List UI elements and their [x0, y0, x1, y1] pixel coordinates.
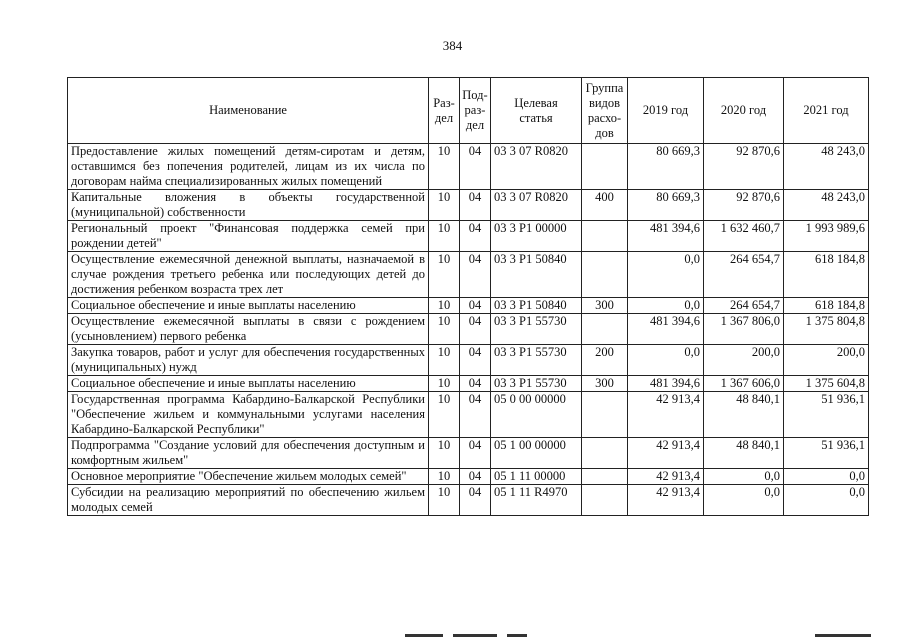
row-name: Субсидии на реализацию мероприятий по обеспечению жильем молодых семей — [68, 485, 429, 516]
row-group — [582, 221, 628, 252]
row-group: 300 — [582, 376, 628, 392]
row-name: Подпрограмма "Создание условий для обеспечения доступным и комфортным жильем" — [68, 438, 429, 469]
row-2019: 0,0 — [628, 345, 704, 376]
row-razdel: 10 — [429, 376, 460, 392]
row-2020: 48 840,1 — [704, 438, 784, 469]
row-target: 05 0 00 00000 — [491, 392, 582, 438]
row-2019: 481 394,6 — [628, 221, 704, 252]
table-row — [68, 392, 869, 438]
header-podrazdel-line: дел — [465, 118, 485, 132]
row-target: 03 3 P1 50840 — [491, 298, 582, 314]
budget-table — [67, 77, 869, 516]
row-2019: 42 913,4 — [628, 469, 704, 485]
table-body — [68, 144, 869, 516]
table-row — [68, 485, 869, 516]
row-group: 300 — [582, 298, 628, 314]
row-target: 03 3 P1 55730 — [491, 376, 582, 392]
row-2020: 92 870,6 — [704, 190, 784, 221]
row-2019: 481 394,6 — [628, 376, 704, 392]
row-2020: 48 840,1 — [704, 392, 784, 438]
header-podrazdel — [460, 78, 491, 144]
row-2019: 0,0 — [628, 252, 704, 298]
row-2021: 1 375 804,8 — [784, 314, 869, 345]
row-2021: 51 936,1 — [784, 438, 869, 469]
row-2021: 618 184,8 — [784, 298, 869, 314]
header-2019: 2019 год — [628, 78, 704, 144]
row-name: Региональный проект "Финансовая поддержка семей при рождении детей" — [68, 221, 429, 252]
row-group — [582, 392, 628, 438]
row-group — [582, 314, 628, 345]
header-group-line: видов — [588, 95, 621, 110]
table-row — [68, 345, 869, 376]
row-name: Предоставление жилых помещений детям-сиротам и детям, оставшимся без попечения родителей, лицам из их числа по договорам найма специализированных жилых помещений — [68, 144, 429, 190]
row-podrazdel: 04 — [460, 252, 491, 298]
row-target: 03 3 P1 50840 — [491, 252, 582, 298]
row-2020: 264 654,7 — [704, 252, 784, 298]
row-2020: 0,0 — [704, 469, 784, 485]
row-2021: 1 375 604,8 — [784, 376, 869, 392]
row-2019: 80 669,3 — [628, 144, 704, 190]
row-group — [582, 144, 628, 190]
row-name: Социальное обеспечение и иные выплаты населению — [68, 298, 429, 314]
header-group-line: расхо- — [587, 110, 622, 125]
row-group: 200 — [582, 345, 628, 376]
row-2019: 42 913,4 — [628, 392, 704, 438]
table-row — [68, 221, 869, 252]
row-2020: 92 870,6 — [704, 144, 784, 190]
table-header — [68, 78, 869, 144]
row-podrazdel: 04 — [460, 314, 491, 345]
row-razdel: 10 — [429, 469, 460, 485]
row-razdel: 10 — [429, 144, 460, 190]
row-name: Государственная программа Кабардино-Балкарской Республики "Обеспечение жильем и коммунальными услугами населения Кабардино-Балкарской Республики" — [68, 392, 429, 438]
table-row — [68, 252, 869, 298]
row-podrazdel: 04 — [460, 485, 491, 516]
header-target-line: Целевая — [514, 95, 558, 110]
row-2021: 1 993 989,6 — [784, 221, 869, 252]
row-razdel: 10 — [429, 438, 460, 469]
header-group-line: дов — [595, 125, 614, 140]
row-2019: 42 913,4 — [628, 438, 704, 469]
header-target-line: статья — [519, 110, 553, 125]
row-target: 03 3 P1 55730 — [491, 345, 582, 376]
header-razdel — [429, 78, 460, 144]
table-row — [68, 144, 869, 190]
row-name: Закупка товаров, работ и услуг для обеспечения государственных (муниципальных) нужд — [68, 345, 429, 376]
row-2019: 80 669,3 — [628, 190, 704, 221]
row-podrazdel: 04 — [460, 345, 491, 376]
row-podrazdel: 04 — [460, 438, 491, 469]
table-row — [68, 298, 869, 314]
row-2020: 264 654,7 — [704, 298, 784, 314]
row-2020: 1 367 806,0 — [704, 314, 784, 345]
row-podrazdel: 04 — [460, 144, 491, 190]
row-group — [582, 485, 628, 516]
table-row — [68, 314, 869, 345]
row-name: Капитальные вложения в объекты государственной (муниципальной) собственности — [68, 190, 429, 221]
row-target: 03 3 07 R0820 — [491, 190, 582, 221]
row-2021: 48 243,0 — [784, 144, 869, 190]
row-target: 03 3 07 R0820 — [491, 144, 582, 190]
header-razdel-line: Раз- — [433, 95, 455, 110]
row-name: Осуществление ежемесячной денежной выплаты, назначаемой в случае рождения третьего ребенка или последующих детей до достижения ребенком возраста трех лет — [68, 252, 429, 298]
row-target: 05 1 11 00000 — [491, 469, 582, 485]
row-group — [582, 252, 628, 298]
row-podrazdel: 04 — [460, 221, 491, 252]
row-2021: 0,0 — [784, 469, 869, 485]
row-2020: 1 367 606,0 — [704, 376, 784, 392]
row-target: 05 1 00 00000 — [491, 438, 582, 469]
header-razdel-line: дел — [434, 110, 454, 125]
scan-artifact-marks — [395, 634, 875, 640]
header-2021: 2021 год — [784, 78, 869, 144]
row-group — [582, 469, 628, 485]
header-name: Наименование — [68, 78, 429, 144]
row-razdel: 10 — [429, 190, 460, 221]
row-2019: 481 394,6 — [628, 314, 704, 345]
row-name: Осуществление ежемесячной выплаты в связи с рождением (усыновлением) первого ребенка — [68, 314, 429, 345]
header-podrazdel-line: раз- — [464, 103, 486, 117]
row-razdel: 10 — [429, 485, 460, 516]
row-razdel: 10 — [429, 298, 460, 314]
row-podrazdel: 04 — [460, 469, 491, 485]
row-razdel: 10 — [429, 252, 460, 298]
table-row — [68, 469, 869, 485]
row-target: 03 3 P1 55730 — [491, 314, 582, 345]
row-razdel: 10 — [429, 345, 460, 376]
header-2020: 2020 год — [704, 78, 784, 144]
row-2020: 1 632 460,7 — [704, 221, 784, 252]
row-group: 400 — [582, 190, 628, 221]
row-razdel: 10 — [429, 392, 460, 438]
table-row — [68, 438, 869, 469]
header-group-line: Группа — [585, 80, 624, 95]
row-2019: 42 913,4 — [628, 485, 704, 516]
table-row — [68, 190, 869, 221]
row-name: Социальное обеспечение и иные выплаты населению — [68, 376, 429, 392]
row-2021: 618 184,8 — [784, 252, 869, 298]
row-2020: 200,0 — [704, 345, 784, 376]
row-group — [582, 438, 628, 469]
row-podrazdel: 04 — [460, 190, 491, 221]
row-razdel: 10 — [429, 221, 460, 252]
row-name: Основное мероприятие "Обеспечение жильем молодых семей" — [68, 469, 429, 485]
row-2021: 48 243,0 — [784, 190, 869, 221]
row-podrazdel: 04 — [460, 298, 491, 314]
header-group — [582, 78, 628, 144]
row-podrazdel: 04 — [460, 376, 491, 392]
header-target — [491, 78, 582, 144]
table-row — [68, 376, 869, 392]
row-2020: 0,0 — [704, 485, 784, 516]
header-podrazdel-line: Под- — [462, 88, 488, 102]
row-2019: 0,0 — [628, 298, 704, 314]
row-podrazdel: 04 — [460, 392, 491, 438]
row-razdel: 10 — [429, 314, 460, 345]
row-target: 05 1 11 R4970 — [491, 485, 582, 516]
row-target: 03 3 P1 00000 — [491, 221, 582, 252]
row-2021: 51 936,1 — [784, 392, 869, 438]
row-2021: 200,0 — [784, 345, 869, 376]
row-2021: 0,0 — [784, 485, 869, 516]
page-number: 384 — [442, 38, 463, 53]
